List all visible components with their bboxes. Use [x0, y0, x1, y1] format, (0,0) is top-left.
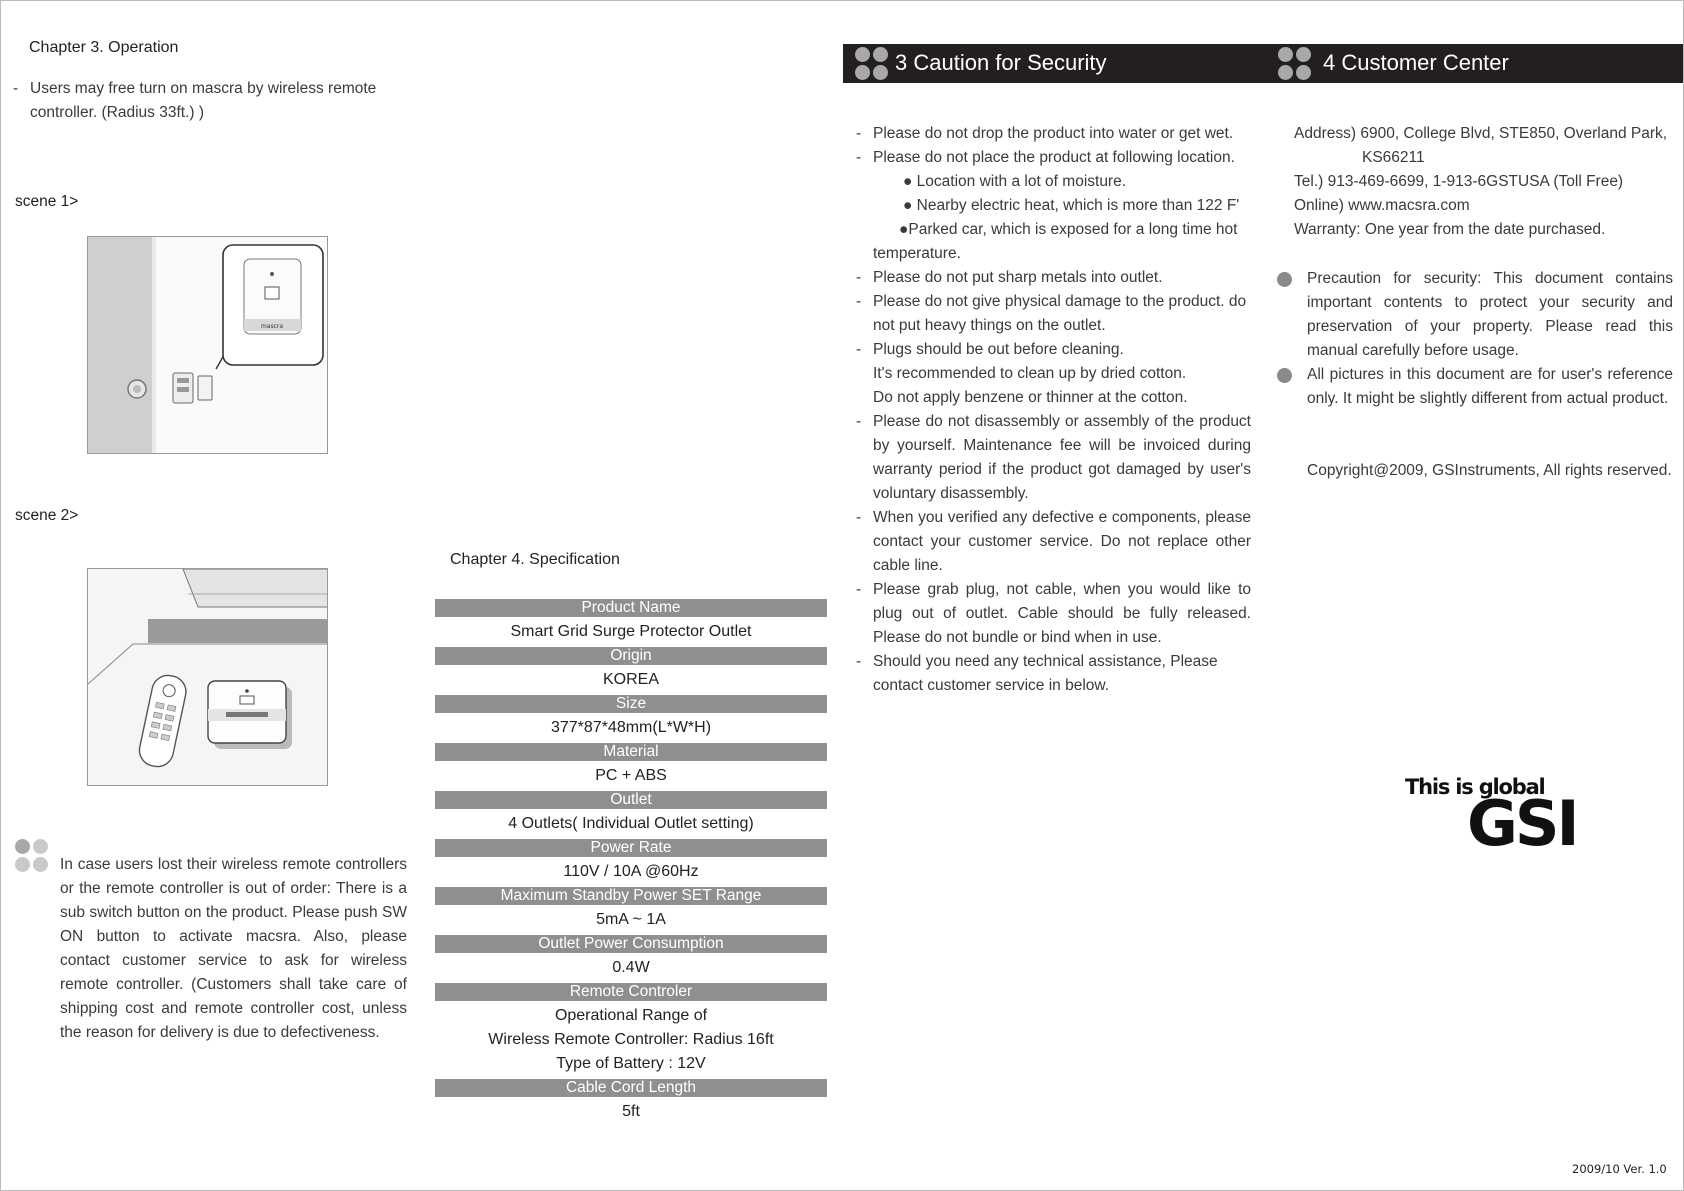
- spec-row: [435, 695, 827, 743]
- address-text: Address) 6900, College Blvd, STE850, Overland Park,: [1294, 125, 1668, 142]
- caution-header-title: 3 Caution for Security: [895, 50, 1107, 75]
- chapter3-title: Chapter 3. Operation: [29, 39, 179, 56]
- caution-item: - Please do not put sharp metals into outlet.: [856, 269, 1163, 286]
- caution-item: - Please do not give physical damage to the product. do not put heavy things on the outlet.: [856, 293, 1247, 334]
- spec-value: 4 Outlets( Individual Outlet setting): [508, 815, 754, 832]
- warranty-text: Warranty: One year from the date purchased.: [1294, 221, 1606, 238]
- spec-value: 377*87*48mm(L*W*H): [550, 719, 712, 736]
- spec-value-line: Wireless Remote Controller: Radius 16ft: [488, 1031, 774, 1048]
- chapter4-title: Chapter 4. Specification: [450, 551, 620, 568]
- version-text: 2009/10 Ver. 1.0: [1572, 1162, 1667, 1176]
- spec-value-multiline: [435, 1001, 827, 1076]
- bullet-dot-icon: [1277, 363, 1294, 411]
- logo-name: GSI: [1467, 787, 1577, 860]
- caution-item: - Please do not place the product at following location.: [856, 149, 1235, 166]
- spec-value: 5mA ~ 1A: [596, 911, 666, 928]
- spec-row: [435, 983, 827, 1079]
- spec-value: 110V / 10A @60Hz: [563, 863, 699, 880]
- spec-value: KOREA: [602, 671, 659, 688]
- spec-value: 0.4W: [612, 959, 650, 976]
- scene1-label: scene 1>: [15, 193, 79, 210]
- customer-contact: [1294, 122, 1674, 242]
- caution-item: temperature.: [873, 245, 961, 262]
- caution-item: - When you verified any defective e components, please contact your customer service. Do not replace other cable line.: [856, 509, 1251, 574]
- online-text: Online) www.macsra.com: [1294, 197, 1470, 214]
- operation-intro: - Users may free turn on mascra by wireless remote controller. (Radius 33ft.) ): [13, 77, 409, 125]
- caution-item: - Plugs should be out before cleaning.: [856, 341, 1124, 358]
- spec-value: Smart Grid Surge Protector Outlet: [510, 623, 752, 640]
- caution-header-bar: [843, 44, 1268, 83]
- caution-item: - Please do not drop the product into water or get wet.: [856, 125, 1234, 142]
- address-cont-text: KS66211: [1362, 149, 1425, 166]
- spec-row: [435, 599, 827, 647]
- header-dots-icon: [855, 47, 889, 81]
- spec-row: [435, 647, 827, 695]
- lost-remote-note: In case users lost their wireless remote controllers or the remote controller is out of order: There is a sub switch button on the product. Please push SW ON button to activate macsra. Also, please contact customer service to ask for wireless remote controller. (Customers shall take care of shipping cost and remote controller cost, unless the reason for delivery is due to defectiveness.: [60, 856, 407, 1041]
- operation-intro-text: Users may free turn on mascra by wireless remote controller. (Radius 33ft.) ): [30, 80, 377, 121]
- caution-item: - Should you need any technical assistance, Please contact customer service in below.: [856, 653, 1218, 694]
- spec-value-line: Operational Range of: [554, 1007, 708, 1024]
- spec-row: [435, 791, 827, 839]
- header-dots-icon: [1278, 47, 1312, 81]
- customer-header-bar: [1268, 44, 1683, 83]
- precaution-item: Precaution for security: This document contains important contents to protect your security and preservation of your property. Please read this manual carefully before usage.: [1277, 267, 1673, 363]
- scene1-illustration: [87, 236, 328, 454]
- caution-item: - Please grab plug, not cable, when you would like to plug out of outlet. Cable should be fully released. Please do not bundle or bind when in use.: [856, 581, 1251, 646]
- spec-label: Power Rate: [435, 839, 827, 857]
- bullet-dot-icon: [1277, 267, 1294, 363]
- caution-item: - Please do not disassembly or assembly of the product by yourself. Maintenance fee will be invoiced during warranty period if the product got damaged by user's voluntary disassembly.: [856, 413, 1251, 502]
- spec-row: [435, 935, 827, 983]
- tel-text: Tel.) 913-469-6699, 1-913-6GSTUSA (Toll Free): [1294, 173, 1624, 190]
- spec-value: 5ft: [622, 1103, 640, 1120]
- caution-item: Do not apply benzene or thinner at the cotton.: [873, 389, 1188, 406]
- caution-list: [856, 122, 1251, 698]
- spec-label: Outlet Power Consumption: [435, 935, 827, 953]
- scene2-illustration: [87, 568, 328, 786]
- spec-value: PC + ABS: [595, 767, 667, 784]
- spec-label: Origin: [435, 647, 827, 665]
- spec-label: Maximum Standby Power SET Range: [435, 887, 827, 905]
- spec-label: Remote Controler: [435, 983, 827, 1001]
- device-brand-text: mascra: [260, 323, 284, 330]
- note-dots-icon: [15, 839, 49, 873]
- copyright-text: Copyright@2009, GSInstruments, All rights reserved.: [1307, 462, 1672, 479]
- spec-row: [435, 839, 827, 887]
- spec-row: [435, 743, 827, 791]
- precaution-list: [1277, 267, 1673, 411]
- customer-header-title: 4 Customer Center: [1323, 50, 1509, 75]
- spec-label: Material: [435, 743, 827, 761]
- logo-tagline: This is global: [1405, 775, 1545, 799]
- spec-label: Cable Cord Length: [435, 1079, 827, 1097]
- precaution-item: All pictures in this document are for user's reference only. It might be slightly different from actual product.: [1277, 363, 1673, 411]
- caution-bullet: ● Location with a lot of moisture.: [903, 173, 1127, 190]
- spec-value-line: Type of Battery : 12V: [556, 1055, 706, 1072]
- caution-bullet: ●Parked car, which is exposed for a long time hot: [899, 221, 1238, 238]
- spec-row: [435, 1079, 827, 1127]
- caution-item: It's recommended to clean up by dried cotton.: [873, 365, 1187, 382]
- scene2-label: scene 2>: [15, 507, 79, 524]
- spec-label: Size: [435, 695, 827, 713]
- spec-row: [435, 887, 827, 935]
- caution-bullet: ● Nearby electric heat, which is more than 122 F': [903, 197, 1240, 214]
- spec-table: [435, 599, 827, 1127]
- gsi-logo: [1401, 775, 1577, 860]
- spec-label: Product Name: [435, 599, 827, 617]
- spec-label: Outlet: [435, 791, 827, 809]
